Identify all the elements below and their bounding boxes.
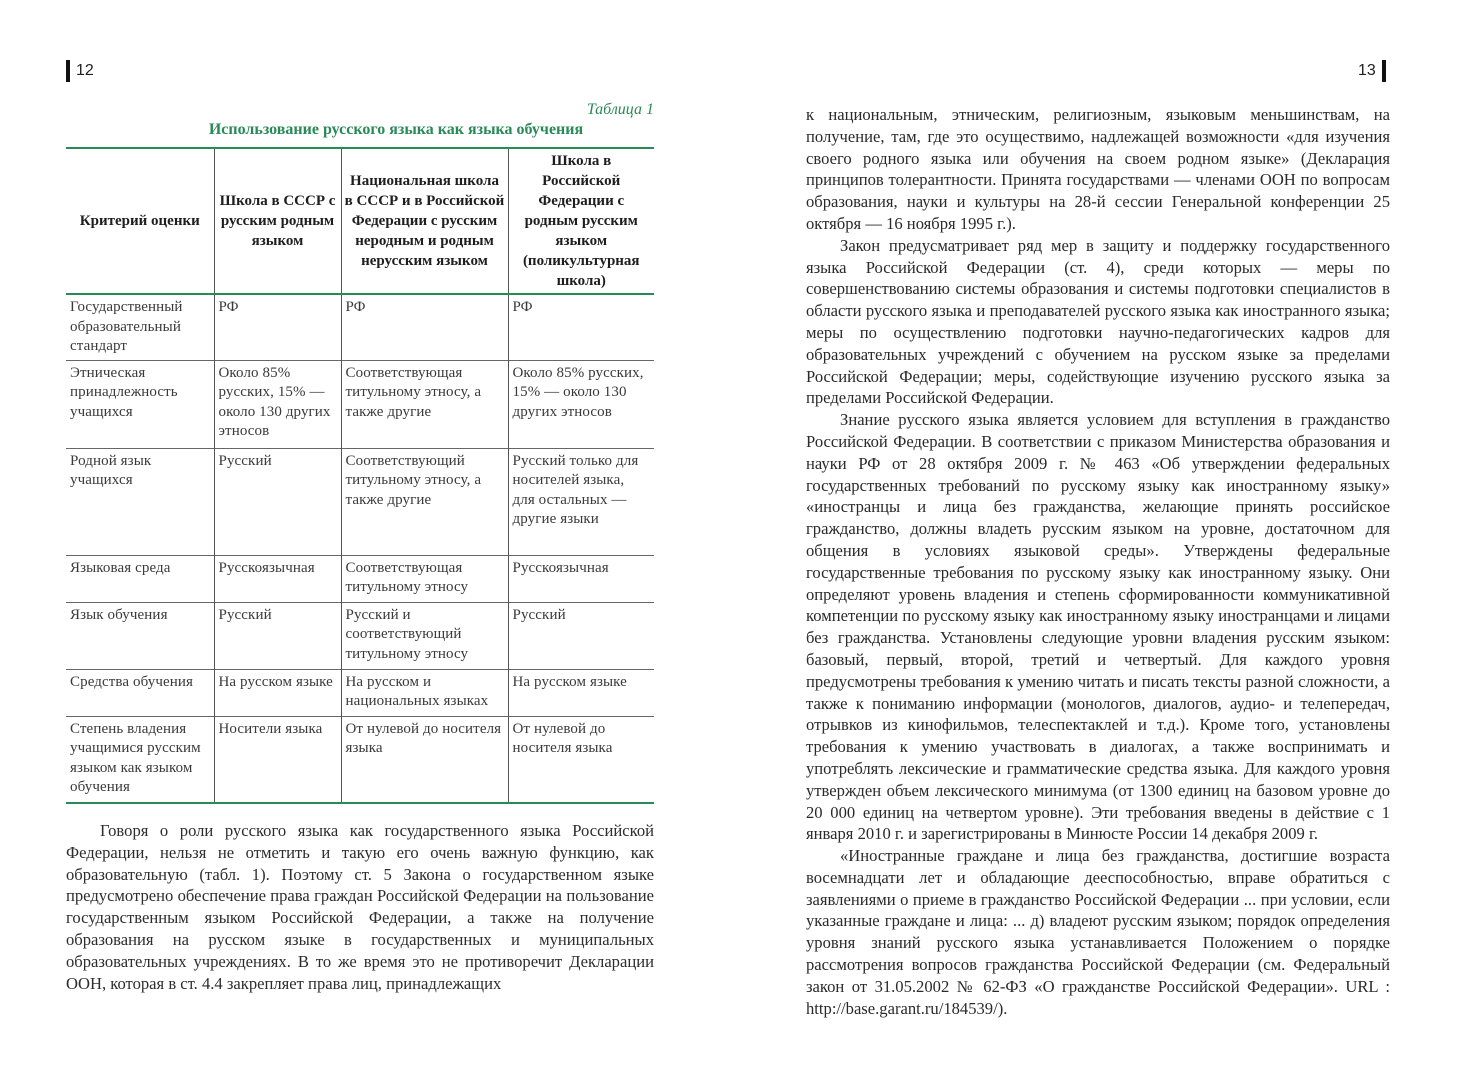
table-cell: Около 85% русских, 15% — около 130 других этносов: [214, 360, 341, 448]
table-cell: РФ: [508, 294, 654, 360]
table-cell: На русском языке: [508, 669, 654, 716]
paragraph: к национальным, этническим, религиозным, языковым меньшинствам, на получение, там, где это осуществимо, надлежащей возможности «для изучения своего родного языка или обучения на своем родном языке» (Декларация принципов толерантности. Принята государствами — членами ООН по вопросам образования, науки и культуры на 28-й сессии Генеральной конференции 25 октября — 16 ноября 1995 г.).: [806, 105, 1390, 233]
paragraph: Говоря о роли русского языка как государственного языка Российской Федерации, нельзя не отметить и такую его очень важную функцию, как образовательную (табл. 1). Поэтому ст. 5 Закона о государственном языке предусмотрено обеспечение права граждан Российской Федерации на пользование государственным языком Российской Федерации, а также на получение образования на русском языке в государственных и муниципальных образовательных учреждениях. В то же время это не противоречит Декларации ООН, которая в ст. 4.4 закрепляет права лиц, принадлежащих: [66, 821, 654, 993]
table-cell: Около 85% русских, 15% — около 130 других этносов: [508, 360, 654, 448]
table-row: [66, 294, 654, 360]
page-marker-bar: [1382, 60, 1386, 82]
table-row: [66, 448, 654, 555]
table-cell: От нулевой до носителя языка: [341, 716, 508, 803]
paragraph: Закон предусматривает ряд мер в защиту и поддержку государственного языка Российской Федерации (ст. 4), среди которых — меры по совершенствованию системы образования и системы подготовки специалистов в области русского языка и преподавателей русского языка как иностранного языка; меры по осуществлению подготовки научно-педагогических кадров для образовательных учреждений с обучением на русском языке за пределами Российской Федерации; меры, содействующие изучению русского языка за пределами Российской Федерации.: [806, 235, 1390, 408]
page-number-left: [66, 60, 94, 82]
table-cell: Русскоязычная: [508, 555, 654, 602]
table-cell: РФ: [341, 294, 508, 360]
table-cell: На русском и национальных языках: [341, 669, 508, 716]
table-cell: Русский: [214, 448, 341, 555]
table-row: [66, 669, 654, 716]
table-cell: Этническая принадлежность учащихся: [66, 360, 214, 448]
table-header-cell: Школа в Российской Федерации с родным русским языком (поликультурная школа): [508, 148, 654, 294]
paragraph: Знание русского языка является условием для вступления в гражданство Российской Федерации. В соответствии с приказом Министерства образования и науки РФ от 28 октября 2009 г. № 463 «Об утверждении федеральных государственных требований по русскому языку как иностранному языку» «иностранцы и лица без гражданства, желающие принять российское гражданство, должны владеть русским языком на уровне, достаточном для общения в условиях языковой среды». Утверждены федеральные государственные требования по русскому языку как иностранному языку. Они определяют уровень владения и степень сформированности коммуникативной компетенции по русскому языку как иностранному языку иностранцами и лицами без гражданства. Установлены следующие уровни владения русским языком: базовый, первый, второй, третий и четвертый. Для каждого уровня предусмотрены требования к умению читать и писать тексты разной сложности, а также к пониманию информации (монологов, диалогов, аудио- и телепередач, отрывков из кинофильмов, телеспектаклей и т.д.). Кроме того, установлены требования к умению участвовать в диалогах, а также воспринимать и употреблять лексические и грамматические средства языка. Для каждого уровня утвержден объем лексического минимума (от 1300 единиц на базовом уровне до 20 000 единиц на четвертом уровне). Эти требования введены в действие с 1 января 2010 г. и зарегистрированы в Минюсте России 14 декабря 2009 г.: [806, 410, 1390, 844]
table-cell: Степень владения учащимися русским языком как языком обучения: [66, 716, 214, 803]
page-number-right-text: 13: [1358, 62, 1376, 79]
table-row: [66, 555, 654, 602]
table-cell: Русский и соответствующий титульному этносу: [341, 602, 508, 669]
table-cell: Русский только для носителей языка, для остальных — другие языки: [508, 448, 654, 555]
table-cell: Языковая среда: [66, 555, 214, 602]
table-cell: Средства обучения: [66, 669, 214, 716]
table-header-cell: Школа в СССР с русским родным языком: [214, 148, 341, 294]
table-header-cell: Критерий оценки: [66, 148, 214, 294]
criteria-table: [66, 147, 654, 804]
paragraph: «Иностранные граждане и лица без гражданства, достигшие возраста восемнадцати лет и обладающие дееспособностью, вправе обратиться с заявлениями о приеме в гражданство Российской Федерации ... при условии, если указанные граждане и лица: ... д) владеют русским языком; порядок определения уровня знаний русского языка устанавливается Положением о порядке рассмотрения вопросов гражданства Российской Федерации (см. Федеральный закон от 31.05.2002 № 62-ФЗ «О гражданстве Российской Федерации». URL : http://base.garant.ru/184539/).: [806, 846, 1390, 1018]
table-cell: РФ: [214, 294, 341, 360]
page-number-left-text: 12: [76, 62, 94, 79]
table-cell: От нулевой до носителя языка: [508, 716, 654, 803]
table-cell: На русском языке: [214, 669, 341, 716]
table-cell: Русский: [508, 602, 654, 669]
page-number-right: [1358, 60, 1386, 82]
table-cell: Русский: [214, 602, 341, 669]
table-row: [66, 716, 654, 803]
table-cell: Государственный образовательный стандарт: [70, 299, 183, 354]
table-row: [66, 602, 654, 669]
table-cell: Язык обучения: [66, 602, 214, 669]
right-page: [806, 104, 1390, 1019]
table-header-cell: Национальная школа в СССР и в Российской Федерации с русским неродным и родным нерусским языком: [341, 148, 508, 294]
table-cell: Русскоязычная: [214, 555, 341, 602]
table-cell: Соответствующий титульному этносу, а также другие: [341, 448, 508, 555]
table-title: Использование русского языка как языка обучения: [208, 121, 584, 138]
table-cell: Соответствующая титульному этносу, а также другие: [341, 360, 508, 448]
table-row: [66, 360, 654, 448]
left-page: [66, 100, 656, 994]
table-header-row: [66, 148, 654, 294]
page-marker-bar: [66, 60, 70, 82]
left-body-text: [66, 820, 654, 994]
table-cell: Родной язык учащихся: [66, 448, 214, 555]
table-cell: Носители языка: [214, 716, 341, 803]
table-caption: Таблица 1: [586, 101, 654, 118]
table-cell: Соответствующая титульному этносу: [341, 555, 508, 602]
